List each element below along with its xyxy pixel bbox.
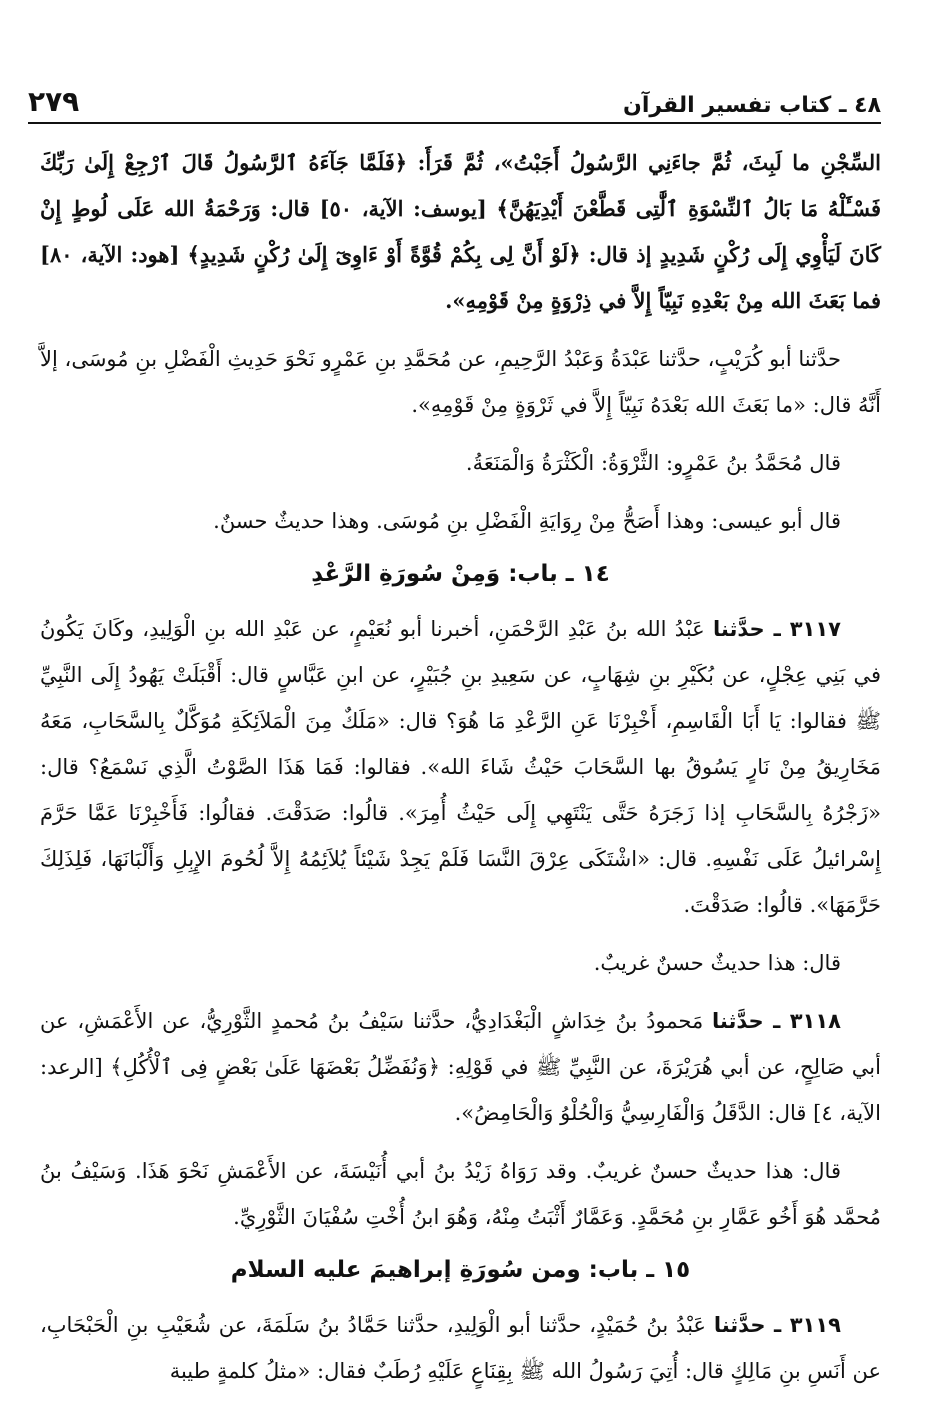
hadith-3117 (40, 606, 881, 928)
page-header (28, 78, 881, 124)
hadith-number: ٣١١٨ ـ حدَّثنا (712, 1009, 841, 1033)
paragraph-continuation: السِّجْنِ ما لَبِثَ، ثُمَّ جاءَنِي الرَّسُولُ أَجَبْتُ»، ثُمَّ قَرَأَ: ﴿فَلَمَّا جَآءَهُ ٱلرَّسُولُ قَالَ ٱرْجِعْ إِلَىٰ رَبِّكَ فَسْـَٔلْهُ مَا بَالُ ٱلنِّسْوَةِ ٱلَّٰتِى قَطَّعْنَ أَيْدِيَهُنَّ﴾ [يوسف: الآية، ٥٠] قال: وَرَحْمَةُ الله عَلَى لُوطٍ إِنْ كَانَ لَيَأْوِي إِلَى رُكْنٍ شَدِيدٍ إذ قال: ﴿لَوْ أَنَّ لِى بِكُمْ قُوَّةً أَوْ ءَاوِىٓ إِلَىٰ رُكْنٍ شَدِيدٍ﴾ [هود: الآية، ٨٠] فما بَعَثَ الله مِنْ بَعْدِهِ نَبِيّاً إِلاَّ في ذِرْوَةٍ مِنْ قَوْمِهِ». (40, 150, 881, 313)
chapter-title: ٤٨ ـ كتاب تفسير القرآن (623, 93, 881, 118)
hadith-text: عَبْدُ الله بنُ عَبْدِ الرَّحْمَنِ، أخبرنا أبو نُعَيْمٍ، عن عَبْدِ الله بنِ الْوَلِيدِ، وكَانَ يَكُونُ في بَنِي عِجْلٍ، عن بُكَيْرِ بنِ شِهَابٍ، عن سَعِيدِ بنِ جُبَيْرٍ، عن ابنِ عَبَّاسٍ قال: أَقْبَلَتْ يَهُودُ إِلَى النَّبِيِّ ﷺ فقالوا: يَا أَبَا الْقَاسِمِ، أَخْبِرْنَا عَنِ الرَّعْدِ مَا هُوَ؟ قال: «مَلَكٌ مِنَ الْمَلاَئِكَةِ مُوَكَّلٌ بِالسَّحَابِ، مَعَهُ مَخَارِيقُ مِنْ نَارٍ يَسُوقُ بها السَّحَابَ حَيْثُ شَاءَ الله». فقالوا: فَمَا هَذَا الصَّوْتُ الَّذِي نَسْمَعُ؟ قال: «زَجْرُهُ بِالسَّحَابِ إذا زَجَرَهُ حَتَّى يَنْتَهِي إِلَى حَيْثُ أُمِرَ». قالُوا: صَدَقْتَ. فقالُوا: فَأَخْبِرْنَا عَمَّا حَرَّمَ إِسْرائيلُ عَلَى نَفْسِهِ. قال: «اشْتَكَى عِرْقَ النَّسَا فَلَمْ يَجِدْ شَيْئاً يُلاَئِمُهُ إِلاَّ لُحُومَ الإِبِلِ وَأَلْبَانَهَا، فَلِذَلِكَ حَرَّمَهَا». قالُوا: صَدَقْتَ. (40, 617, 881, 917)
page-body (40, 140, 881, 1406)
paragraph-grading: قال: هذا حديثٌ حسنٌ غريبٌ. (593, 951, 841, 975)
paragraph-grading: قال أبو عيسى: وهذا أَصَحُّ مِنْ رِوَايَةِ الْفَضْلِ بنِ مُوسَى. وهذا حديثٌ حسنٌ. (213, 509, 841, 533)
hadith-number: ٣١١٩ ـ حدَّثنا (713, 1313, 841, 1337)
section-heading-15: ١٥ ـ باب: ومن سُورَةِ إبراهيمَ عليه السلام (230, 1257, 691, 1283)
hadith-3118 (40, 998, 881, 1136)
page-number: ٢٧٩ (28, 85, 80, 118)
paragraph-grading: قال: هذا حديثٌ حسنٌ غريبٌ. وقد رَوَاهُ زَيْدُ بنُ أبي أُنَيْسَةَ، عن الأَعْمَشِ نَحْوَ هَذَا. وَسَيْفُ بنُ مُحمَّد هُوَ أَخُو عَمَّارِ بنِ مُحَمَّدٍ. وَعَمَّارٌ أَثْبَتُ مِنْهُ، وَهُوَ ابنُ أُخْتِ سُفْيَانَ الثَّوْرِيِّ. (40, 1159, 881, 1229)
hadith-text: عَبْدُ بنُ حُمَيْدٍ، حدَّثنا أبو الْوَلِيدِ، حدَّثنا حَمَّادُ بنُ سَلَمَةَ، عن شُعَيْبِ بنِ الْحَبْحَابِ، عن أَنَسِ بنِ مَالِكٍ قال: أُتِيَ رَسُولُ الله ﷺ بِقِنَاعٍ عَلَيْهِ رُطَبٌ فقال: «مثلُ كلمةٍ طيبة (40, 1313, 881, 1383)
section-heading-14: ١٤ ـ باب: وَمِنْ سُورَةِ الرَّعْدِ (311, 561, 610, 587)
hadith-number: ٣١١٧ ـ حدَّثنا (713, 617, 841, 641)
paragraph-note: قال مُحَمَّدُ بنُ عَمْرٍو: الثَّرْوَةُ: الْكَثْرَةُ وَالْمَنَعَةُ. (465, 451, 841, 475)
hadith-3119 (40, 1302, 881, 1394)
paragraph-chain: حدَّثنا أبو كُرَيْبٍ، حدَّثنا عَبْدَةُ وَعَبْدُ الرَّحِيمِ، عن مُحَمَّدِ بنِ عَمْرٍو نَحْوَ حَدِيثِ الْفَضْلِ بنِ مُوسَى، إلاَّ أَنَّهُ قال: «ما بَعَثَ الله بَعْدَهُ نَبِيّاً إِلاَّ في ثَرْوَةٍ مِنْ قَوْمِهِ». (40, 347, 881, 417)
hadith-text: مَحمودُ بنُ خِدَاشٍ الْبَغْدَادِيُّ، حدَّثنا سَيْفُ بنُ مُحمدٍ الثَّوْرِيُّ، عن الأَعْمَشِ، عن أبي صَالِحٍ، عن أبي هُرَيْرَةَ، عن النَّبِيِّ ﷺ في قَوْلِهِ: ﴿وَنُفَضِّلُ بَعْضَهَا عَلَىٰ بَعْضٍ فِى ٱلْأُكُلِ﴾ [الرعد: الآية، ٤] قال: الدَّقَلُ وَالْفَارِسِيُّ وَالْحُلْوُ وَالْحَامِضُ». (40, 1009, 881, 1125)
